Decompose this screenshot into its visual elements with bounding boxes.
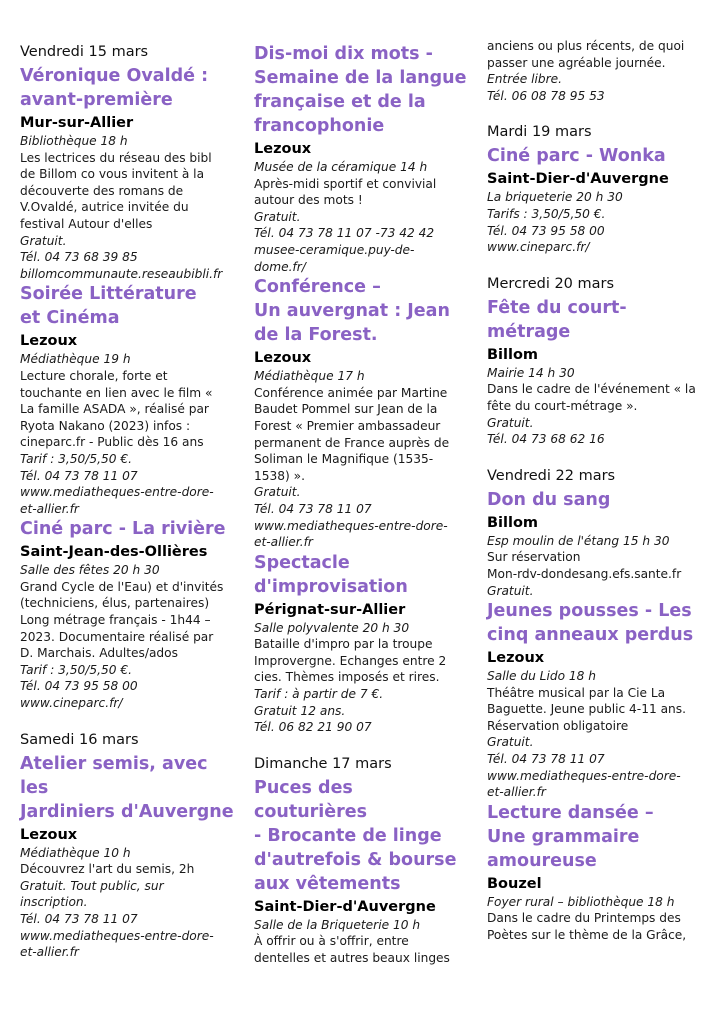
event-info: Tél. 04 73 78 11 07 -73 42 42 xyxy=(254,226,435,241)
event-continuation xyxy=(487,38,707,104)
event-description: passer une agréable journée. xyxy=(487,55,666,70)
event-info: Salle du Lido 18 h xyxy=(487,669,597,684)
event-info: et-allier.fr xyxy=(254,535,313,550)
event-description: Baguette. Jeune public 4-11 ans. xyxy=(487,702,686,717)
column-3 xyxy=(487,38,707,944)
event-block xyxy=(254,776,468,967)
event-description: 2023. Documentaire réalisé par xyxy=(20,629,214,644)
event-info: Entrée libre. xyxy=(487,72,562,87)
event-title: française et de la xyxy=(254,92,426,112)
event-title: Ciné parc - La rivière xyxy=(20,519,226,540)
event-title: - Brocante de linge xyxy=(254,825,442,846)
event-description: Lecture chorale, forte et xyxy=(20,368,168,383)
event-title: aux vêtements xyxy=(254,873,401,894)
event-info: www.mediatheques-entre-dore- xyxy=(487,768,681,783)
event-location: Billom xyxy=(487,346,539,363)
event-title: Jeunes pousses - Les xyxy=(487,601,692,622)
column-2 xyxy=(254,42,468,967)
section-gap xyxy=(487,448,707,466)
event-info: Foyer rural – bibliothèque 18 h xyxy=(487,894,675,909)
event-location: Lezoux xyxy=(487,650,545,667)
day-heading: Mercredi 20 mars xyxy=(487,275,615,292)
event-description: Dans le cadre du Printemps des xyxy=(487,911,681,926)
event-title: Soirée Littérature xyxy=(20,284,197,305)
event-location: Lezoux xyxy=(20,826,78,843)
day-heading: Vendredi 22 mars xyxy=(487,467,616,484)
event-description: dentelles et autres beaux linges xyxy=(254,951,450,966)
event-block xyxy=(487,599,707,801)
event-info: Tél. 04 73 78 11 07 xyxy=(254,501,372,516)
event-description: Conférence animée par Martine xyxy=(254,385,448,400)
event-info: musee-ceramique.puy-de- xyxy=(254,242,415,257)
event-location: Saint-Jean-des-Ollières xyxy=(20,544,208,561)
event-info: Tél. 04 73 78 11 07 xyxy=(20,468,138,483)
event-info: Mairie 14 h 30 xyxy=(487,365,575,380)
event-info: Tarif : à partir de 7 €. xyxy=(254,687,384,702)
event-block xyxy=(487,801,707,944)
event-info: Gratuit. xyxy=(20,233,67,248)
event-location: Mur-sur-Allier xyxy=(20,115,134,131)
event-block xyxy=(487,144,707,255)
event-info: Musée de la céramique 14 h xyxy=(254,160,428,174)
event-info: Tél. 04 73 68 62 16 xyxy=(487,432,605,447)
event-info: et-allier.fr xyxy=(20,501,79,516)
event-block xyxy=(487,296,707,448)
event-description: Après-midi sportif et convivial xyxy=(254,176,437,191)
event-description: Long métrage français - 1h44 – xyxy=(20,613,211,628)
event-info: Bibliothèque 18 h xyxy=(20,134,128,148)
event-location: Pérignat-sur-Allier xyxy=(254,601,406,618)
day-heading: Samedi 16 mars xyxy=(20,731,139,748)
event-title: Jardiniers d'Auvergne xyxy=(20,801,234,822)
event-description: permanent de France auprès de xyxy=(254,435,450,450)
event-info: Salle de la Briqueterie 10 h xyxy=(254,917,421,932)
event-info: Tarif : 3,50/5,50 €. xyxy=(20,451,133,466)
event-info: www.mediatheques-entre-dore- xyxy=(20,485,214,500)
event-info: Tél. 06 82 21 90 07 xyxy=(254,720,372,735)
event-block xyxy=(20,64,240,282)
event-title: Conférence – xyxy=(254,277,381,298)
event-location: Lezoux xyxy=(254,350,312,367)
event-title: Semaine de la langue xyxy=(254,68,467,88)
event-info: www.mediatheques-entre-dore- xyxy=(20,928,214,943)
event-description: Théâtre musical par la Cie La xyxy=(487,685,666,700)
event-info: et-allier.fr xyxy=(20,945,79,960)
event-block xyxy=(20,752,240,961)
event-title: Atelier semis, avec les xyxy=(20,753,208,798)
event-location: Saint-Dier-d'Auvergne xyxy=(254,898,436,915)
column-1 xyxy=(20,42,240,961)
event-info: www.cineparc.fr/ xyxy=(487,240,590,255)
event-description: Poètes sur le thème de la Grâce, xyxy=(487,928,687,943)
day-heading: Vendredi 15 mars xyxy=(20,44,149,60)
event-title: amoureuse xyxy=(487,850,597,871)
event-description: autour des mots ! xyxy=(254,193,363,208)
event-description: touchante en lien avec le film « xyxy=(20,385,213,400)
section-gap xyxy=(254,736,468,754)
event-title: Puces des couturières xyxy=(254,777,368,822)
event-info: billomcommunaute.reseaubibli.fr xyxy=(20,266,223,281)
event-title: francophonie xyxy=(254,116,385,136)
event-location: Lezoux xyxy=(254,141,312,157)
event-info: Gratuit. xyxy=(254,209,301,224)
section-gap xyxy=(20,712,240,730)
event-info: Gratuit. xyxy=(254,485,301,500)
event-block xyxy=(20,282,240,517)
event-title: avant-première xyxy=(20,90,173,110)
event-description: anciens ou plus récents, de quoi xyxy=(487,39,685,53)
event-info: Esp moulin de l'étang 15 h 30 xyxy=(487,533,670,548)
event-description: Ryota Nakano (2023) infos : xyxy=(20,418,191,433)
event-description: Les lectrices du réseau des bibl xyxy=(20,150,212,165)
event-info: Tarifs : 3,50/5,50 €. xyxy=(487,206,606,221)
event-description: découverte des romans de xyxy=(20,183,184,198)
event-title: métrage xyxy=(487,321,571,342)
event-title: cinq anneaux perdus xyxy=(487,625,694,646)
event-info: Salle des fêtes 20 h 30 xyxy=(20,563,160,578)
event-title: Ciné parc - Wonka xyxy=(487,146,666,167)
event-description: Sur réservation xyxy=(487,550,581,565)
event-description: Réservation obligatoire xyxy=(487,718,629,733)
event-description: Forest « Premier ambassadeur xyxy=(254,418,441,433)
event-block xyxy=(254,551,468,736)
event-title: d'autrefois & bourse xyxy=(254,849,457,870)
event-description: fête du court-métrage ». xyxy=(487,398,638,413)
event-description: Baudet Pommel sur Jean de la xyxy=(254,402,438,417)
event-info: Tél. 04 73 68 39 85 xyxy=(20,250,138,265)
event-info: Tél. 04 73 95 58 00 xyxy=(20,679,138,694)
event-description: La famille ASADA », réalisé par xyxy=(20,402,209,417)
event-title: et Cinéma xyxy=(20,308,120,329)
event-block xyxy=(487,488,707,599)
event-description: V.Ovaldé, autrice invitée du xyxy=(20,200,189,215)
section-gap xyxy=(487,256,707,274)
event-description: 1538) ». xyxy=(254,468,305,483)
event-description: cies. Thèmes imposés et rires. xyxy=(254,670,440,685)
event-info: Salle polyvalente 20 h 30 xyxy=(254,620,410,635)
event-info: Médiathèque 19 h xyxy=(20,352,131,367)
event-info: Tél. 06 08 78 95 53 xyxy=(487,88,605,103)
event-title: Lecture dansée – xyxy=(487,802,654,823)
day-heading: Dimanche 17 mars xyxy=(254,755,392,772)
event-location: Bouzel xyxy=(487,875,542,892)
event-description: Bataille d'impro par la troupe xyxy=(254,637,433,652)
event-description: Découvrez l'art du semis, 2h xyxy=(20,862,195,877)
event-location: Lezoux xyxy=(20,333,78,350)
event-info: Médiathèque 17 h xyxy=(254,369,365,384)
section-gap xyxy=(487,104,707,122)
event-info: Gratuit. Tout public, sur xyxy=(20,878,164,893)
event-info: Gratuit 12 ans. xyxy=(254,703,346,718)
event-description: (techniciens, élus, partenaires) xyxy=(20,596,210,611)
event-info: www.cineparc.fr/ xyxy=(20,696,123,711)
event-block xyxy=(20,517,240,711)
event-info: Tarif : 3,50/5,50 €. xyxy=(20,662,133,677)
event-title: d'improvisation xyxy=(254,576,408,597)
event-info: Gratuit. xyxy=(487,735,534,750)
event-description: Mon-rdv-dondesang.efs.sante.fr xyxy=(487,566,682,581)
event-info: dome.fr/ xyxy=(254,259,306,274)
event-info: Médiathèque 10 h xyxy=(20,845,131,860)
event-info: Gratuit. xyxy=(487,415,534,430)
event-description: Soliman le Magnifique (1535- xyxy=(254,452,434,467)
event-title: Don du sang xyxy=(487,489,611,510)
event-info: La briqueterie 20 h 30 xyxy=(487,190,623,205)
event-title: Véronique Ovaldé : xyxy=(20,66,209,86)
event-description: Dans le cadre de l'événement « la xyxy=(487,382,696,397)
event-description: festival Autour d'elles xyxy=(20,216,153,231)
event-description: de Billom co vous invitent à la xyxy=(20,167,205,182)
event-description: À offrir ou à s'offrir, entre xyxy=(254,934,409,949)
event-title: de la Forest. xyxy=(254,325,378,346)
event-block xyxy=(254,275,468,551)
event-block xyxy=(254,42,468,275)
event-info: Gratuit. xyxy=(487,583,534,598)
day-heading: Mardi 19 mars xyxy=(487,124,592,141)
event-info: Tél. 04 73 78 11 07 xyxy=(487,752,605,767)
event-title: Une grammaire xyxy=(487,826,640,847)
event-description: Improvergne. Echanges entre 2 xyxy=(254,653,447,668)
event-description: D. Marchais. Adultes/ados xyxy=(20,646,178,661)
event-title: Fête du court- xyxy=(487,297,627,318)
event-info: www.mediatheques-entre-dore- xyxy=(254,518,448,533)
event-title: Dis-moi dix mots - xyxy=(254,44,433,64)
event-location: Saint-Dier-d'Auvergne xyxy=(487,171,669,188)
event-info: Tél. 04 73 95 58 00 xyxy=(487,223,605,238)
event-description: Grand Cycle de l'Eau) et d'invités xyxy=(20,579,224,594)
event-info: inscription. xyxy=(20,895,88,910)
event-info: et-allier.fr xyxy=(487,785,546,800)
event-description: cineparc.fr - Public dès 16 ans xyxy=(20,435,204,450)
event-location: Billom xyxy=(487,514,539,531)
event-title: Spectacle xyxy=(254,552,350,573)
event-info: Tél. 04 73 78 11 07 xyxy=(20,912,138,926)
event-title: Un auvergnat : Jean xyxy=(254,301,450,322)
